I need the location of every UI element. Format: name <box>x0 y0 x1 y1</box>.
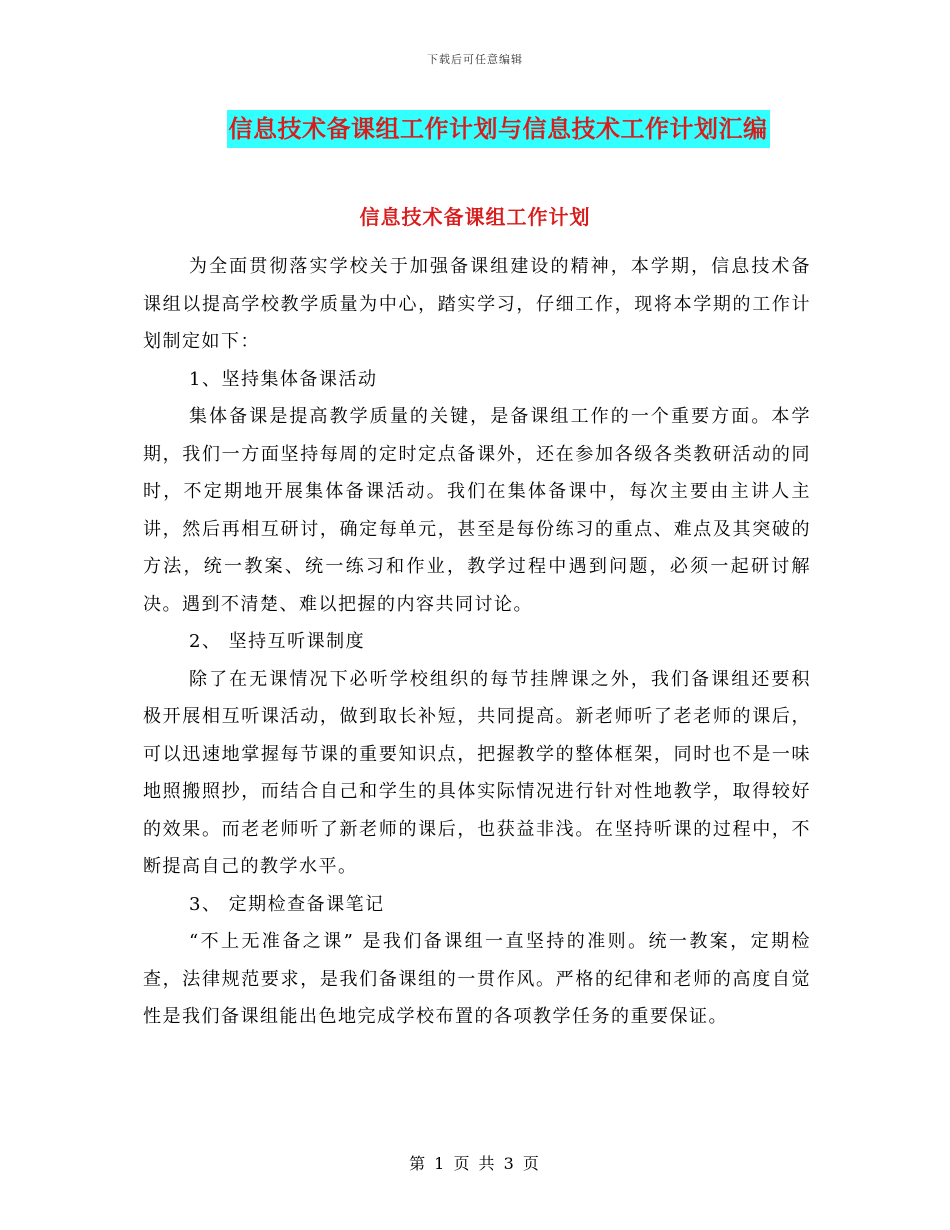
section-heading-1: 1、坚持集体备课活动 <box>189 368 378 390</box>
section-paragraph-2: 除了在无课情况下必听学校组织的每节挂牌课之外，我们备课组还要积极开展相互听课活动，做到取长补短，共同提高。新老师听了老老师的课后，可以迅速地掌握每节课的重要知识点，把握教学的整体框架，同时也不是一味地照搬照抄，而结合自己和学生的具体实际情况进行针对性地教学，取得较好的效果。而老老师听了新老师的课后，也获益非浅。在坚持听课的过程中，不断提高自己的教学水平。 <box>143 668 811 877</box>
intro-paragraph: 为全面贯彻落实学校关于加强备课组建设的精神，本学期，信息技术备课组以提高学校教学质量为中心，踏实学习，仔细工作，现将本学期的工作计划制定如下： <box>143 256 811 352</box>
section-heading-3: 3、 定期检查备课笔记 <box>189 893 385 915</box>
section-paragraph-1: 集体备课是提高教学质量的关键，是备课组工作的一个重要方面。本学期，我们一方面坚持每周的定时定点备课外，还在参加各级各类教研活动的同时，不定期地开展集体备课活动。我们在集体备课中，每次主要由主讲人主讲，然后再相互研讨，确定每单元，甚至是每份练习的重点、难点及其突破的方法，统一教案、统一练习和作业，教学过程中遇到问题，必须一起研讨解决。遇到不清楚、难以把握的内容共同讨论。 <box>143 406 811 615</box>
page-number-footer: 第 1 页 共 3 页 <box>409 1154 541 1173</box>
section-title: 信息技术备课组工作计划 <box>359 205 591 229</box>
section-heading-2: 2、 坚持互听课制度 <box>189 631 366 652</box>
main-title-container <box>0 110 950 148</box>
document-body <box>143 248 811 1036</box>
document-main-title: 信息技术备课组工作计划与信息技术工作计划汇编 <box>227 110 770 148</box>
section-paragraph-3: “不上无准备之课” 是我们备课组一直坚持的准则。统一教案，定期检查，法律规范要求，是我们备课组的一贯作风。严格的纪律和老师的高度自觉性是我们备课组能出色地完成学校布置的各项教学任务的重要保证。 <box>143 931 811 1027</box>
page-header-note: 下载后可任意编辑 <box>427 53 523 66</box>
